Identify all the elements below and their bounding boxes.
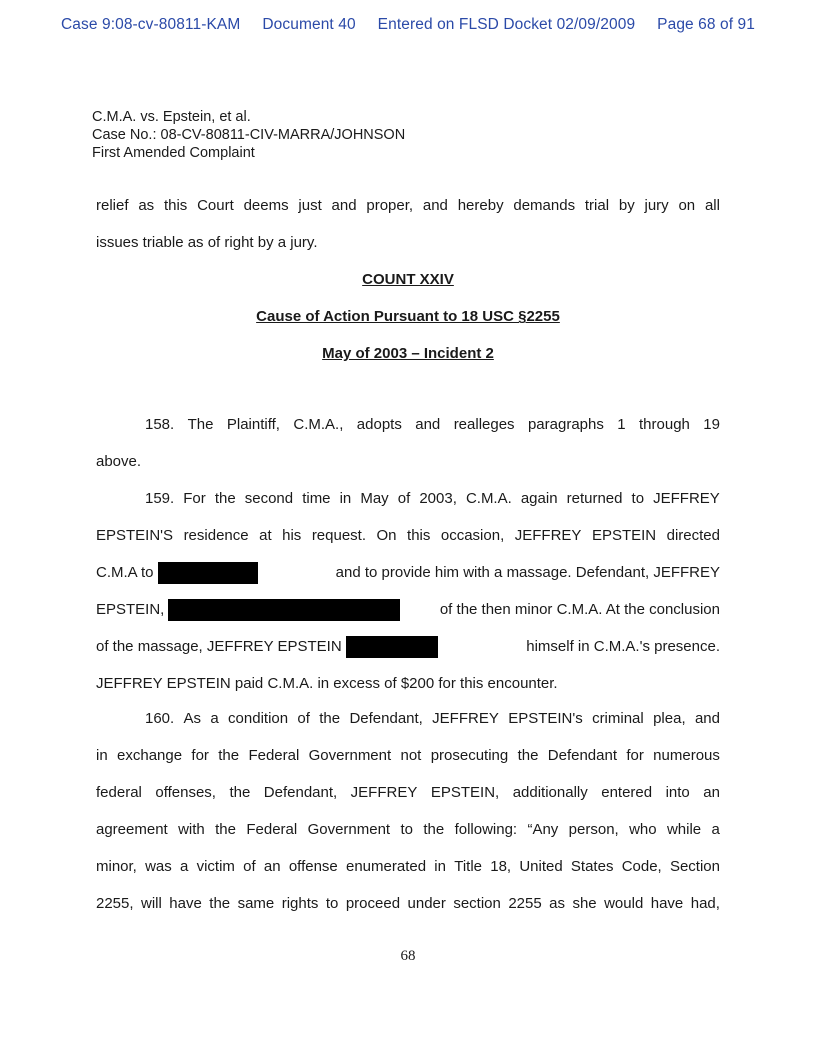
p160-line-1 — [96, 700, 720, 737]
word: Title — [454, 858, 482, 875]
word: an — [263, 858, 281, 875]
word: residence — [183, 527, 249, 544]
intro-paragraph — [96, 187, 720, 372]
word: by — [618, 197, 635, 214]
word: of — [297, 710, 310, 727]
word: trial — [584, 197, 610, 214]
word: prosecuting — [430, 747, 509, 764]
word: numerous — [653, 747, 720, 764]
intro-line-1 — [96, 187, 720, 224]
p159-line-4 — [96, 591, 720, 628]
word: of — [397, 490, 411, 507]
word: time — [302, 490, 331, 507]
word: an — [703, 784, 720, 801]
word: will — [141, 895, 162, 912]
docket-entry-stamp: Entered on FLSD Docket 02/09/2009 — [377, 16, 636, 33]
word: as — [138, 197, 155, 214]
word: Government — [307, 821, 391, 838]
word: 2255, — [96, 895, 134, 912]
word: 160. — [145, 710, 175, 727]
word: again — [520, 490, 558, 507]
word: Defendant — [547, 747, 617, 764]
docket-header-stamp — [0, 16, 816, 34]
word: criminal — [592, 710, 644, 727]
word: The — [187, 416, 214, 433]
word: 18, — [490, 858, 512, 875]
word: to — [325, 895, 339, 912]
word: in — [339, 490, 352, 507]
paragraph-158 — [96, 406, 720, 480]
word: a — [210, 710, 219, 727]
cause-heading: Cause of Action Pursuant to 18 USC §2255 — [256, 308, 560, 325]
word: same — [237, 895, 275, 912]
page-number: 68 — [400, 948, 416, 964]
word: Government — [308, 747, 392, 764]
word: would — [604, 895, 644, 912]
word: person, — [568, 821, 619, 838]
p159-line-3-start: C.M.A to — [96, 564, 154, 581]
word: EPSTEIN, — [430, 784, 500, 801]
word: a — [711, 821, 720, 838]
word: exchange — [117, 747, 183, 764]
word: EPSTEIN'S — [96, 527, 174, 544]
word: following: — [454, 821, 518, 838]
word: 159. — [145, 490, 175, 507]
p158-line-1 — [96, 406, 720, 443]
word: second — [244, 490, 294, 507]
word: offenses, — [155, 784, 216, 801]
p160-line-5 — [96, 848, 720, 885]
word: jury — [644, 197, 669, 214]
paragraph-160 — [96, 700, 720, 922]
word: 2003, — [419, 490, 457, 507]
word: for — [191, 747, 209, 764]
p160-line-2 — [96, 737, 720, 774]
word: section — [453, 895, 501, 912]
word: JEFFREY — [653, 490, 720, 507]
word: the — [214, 490, 236, 507]
word: United — [519, 858, 563, 875]
word: the — [517, 747, 539, 764]
word: deems — [243, 197, 289, 214]
word: request. — [311, 527, 367, 544]
word: on — [678, 197, 696, 214]
p159-line-5-end: himself in C.M.A.'s presence. — [526, 638, 720, 655]
word: 19 — [703, 416, 720, 433]
p159-line-1 — [96, 480, 720, 517]
word: occasion, — [440, 527, 505, 544]
word: for — [626, 747, 644, 764]
word: Federal — [248, 747, 300, 764]
word: directed — [666, 527, 720, 544]
word: with — [178, 821, 205, 838]
word: the — [215, 821, 236, 838]
caption-case-number: Case No.: 08-CV-80811-CIV-MARRA/JOHNSON — [92, 127, 406, 143]
word: JEFFREY — [514, 527, 582, 544]
word: as — [549, 895, 565, 912]
word: relief — [96, 197, 129, 214]
word: hereby — [457, 197, 504, 214]
word: JEFFREY — [350, 784, 418, 801]
word: have — [650, 895, 684, 912]
word: rights — [281, 895, 319, 912]
word: the — [319, 710, 341, 727]
word: C.M.A. — [465, 490, 512, 507]
redaction-box — [158, 562, 258, 584]
caption-parties: C.M.A. vs. Epstein, et al. — [92, 109, 251, 125]
word: into — [665, 784, 690, 801]
incident-heading: May of 2003 – Incident 2 — [322, 345, 494, 362]
word: was — [145, 858, 172, 875]
word: and — [415, 416, 441, 433]
word: Defendant, — [263, 784, 338, 801]
word: the — [423, 821, 445, 838]
p159-line-2 — [96, 517, 720, 554]
word: the — [209, 895, 231, 912]
word: Federal — [246, 821, 298, 838]
word: On — [376, 527, 397, 544]
word: to — [631, 490, 645, 507]
word: in — [96, 747, 108, 764]
word: Section — [669, 858, 720, 875]
p159-line-6: JEFFREY EPSTEIN paid C.M.A. in excess of $200 for this encounter. — [96, 675, 558, 692]
word: Plaintiff, — [226, 416, 280, 433]
word: For — [183, 490, 206, 507]
word: the — [218, 747, 240, 764]
p159-line-3 — [96, 554, 720, 591]
word: As — [183, 710, 202, 727]
word: not — [400, 747, 422, 764]
page-count-stamp: Page 68 of 91 — [657, 16, 755, 33]
word: a — [180, 858, 189, 875]
word: “Any — [527, 821, 559, 838]
word: minor, — [96, 858, 137, 875]
p159-line-4-start: EPSTEIN, — [96, 601, 165, 618]
word: realleges — [453, 416, 515, 433]
caption-document-title: First Amended Complaint — [92, 145, 255, 161]
word: returned — [566, 490, 623, 507]
word: just — [298, 197, 322, 214]
count-heading: COUNT XXIV — [362, 271, 454, 288]
word: demands — [513, 197, 576, 214]
word: plea, — [653, 710, 686, 727]
word: to — [400, 821, 413, 838]
word: States — [570, 858, 614, 875]
word: all — [704, 197, 720, 214]
word: May — [360, 490, 389, 507]
word: have — [169, 895, 202, 912]
word: EPSTEIN's — [508, 710, 583, 727]
p160-line-3 — [96, 774, 720, 811]
paragraph-159 — [96, 480, 720, 702]
word: and — [694, 710, 720, 727]
word: proceed — [345, 895, 401, 912]
word: C.M.A., — [293, 416, 344, 433]
p159-line-5-start: of the massage, JEFFREY EPSTEIN — [96, 638, 342, 655]
word: 2255 — [508, 895, 542, 912]
word: at — [259, 527, 272, 544]
word: proper, — [366, 197, 414, 214]
redaction-box — [346, 636, 438, 658]
word: victim — [196, 858, 235, 875]
p160-line-4 — [96, 811, 720, 848]
word: enumerated — [346, 858, 427, 875]
word: adopts — [356, 416, 402, 433]
word: JEFFREY — [432, 710, 499, 727]
word: Code, — [621, 858, 662, 875]
word: Defendant, — [349, 710, 423, 727]
word: and — [422, 197, 448, 214]
p158-line-2: above. — [96, 453, 142, 470]
document-number-stamp: Document 40 — [262, 16, 356, 33]
word: under — [407, 895, 446, 912]
word: paragraphs — [527, 416, 604, 433]
intro-line-2: issues triable as of right by a jury. — [96, 234, 318, 251]
word: in — [434, 858, 446, 875]
word: federal — [96, 784, 142, 801]
word: Court — [197, 197, 234, 214]
case-caption — [92, 108, 405, 162]
case-number-stamp: Case 9:08-cv-80811-KAM — [60, 16, 241, 33]
p160-line-6 — [96, 885, 720, 922]
word: and — [331, 197, 357, 214]
word: EPSTEIN — [591, 527, 657, 544]
redaction-box — [168, 599, 400, 621]
word: additionally — [512, 784, 588, 801]
word: 158. — [145, 416, 175, 433]
word: had, — [690, 895, 720, 912]
word: who — [629, 821, 657, 838]
word: entered — [601, 784, 653, 801]
word: of — [243, 858, 256, 875]
word: condition — [228, 710, 289, 727]
word: this — [407, 527, 431, 544]
word: 1 — [617, 416, 626, 433]
p159-line-4-end: of the then minor C.M.A. At the conclusion — [439, 601, 720, 618]
word: while — [666, 821, 702, 838]
word: his — [282, 527, 302, 544]
word: the — [229, 784, 251, 801]
word: through — [639, 416, 690, 433]
p159-line-5 — [96, 628, 720, 665]
word: this — [163, 197, 188, 214]
word: she — [572, 895, 597, 912]
p159-line-3-end: and to provide him with a massage. Defendant, JEFFREY — [335, 564, 720, 581]
word: offense — [288, 858, 338, 875]
word: agreement — [96, 821, 168, 838]
